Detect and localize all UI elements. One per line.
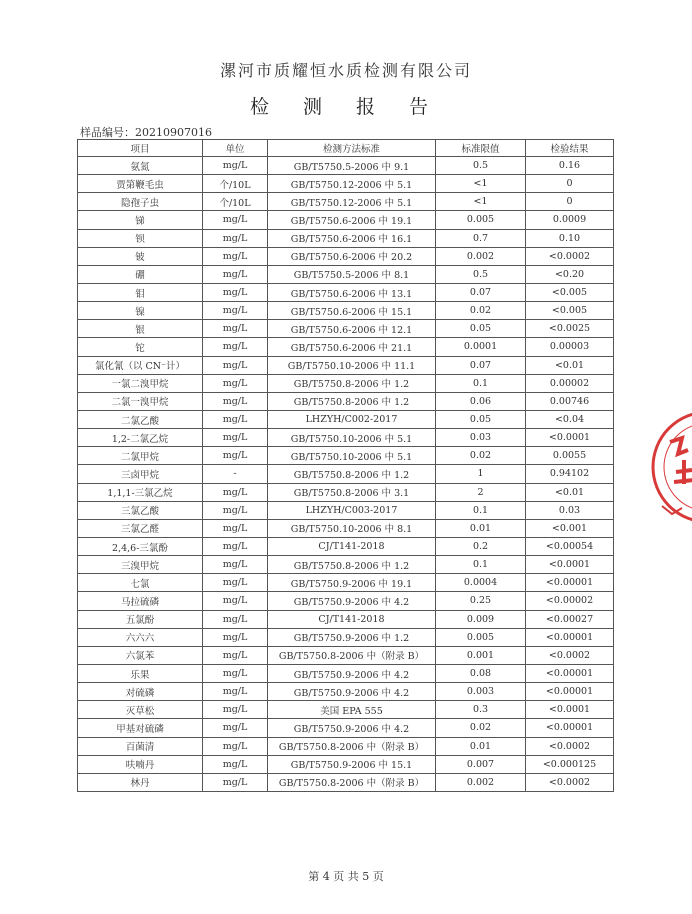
test-results-table [77, 139, 614, 792]
unit-cell: 个/10L [203, 175, 268, 193]
method-cell: GB/T5750.12-2006 中 5.1 [268, 175, 436, 193]
table-row [78, 773, 614, 791]
table-row [78, 719, 614, 737]
item-cell: 铍 [78, 247, 203, 265]
limit-cell: <1 [436, 175, 526, 193]
item-cell: 林丹 [78, 773, 203, 791]
table-row [78, 737, 614, 755]
table-row [78, 664, 614, 682]
report-title: 检 测 报 告 [249, 96, 443, 118]
result-cell: <0.04 [526, 410, 614, 428]
limit-cell: 0.02 [436, 302, 526, 320]
item-cell: 三氯乙酸 [78, 501, 203, 519]
unit-cell: mg/L [203, 302, 268, 320]
item-cell: 三氯乙醛 [78, 519, 203, 537]
company-name: 漯河市质耀恒水质检测有限公司 [219, 61, 472, 80]
table-row [78, 211, 614, 229]
item-cell: 三卤甲烷 [78, 465, 203, 483]
table-row [78, 610, 614, 628]
result-cell: 0.00746 [526, 392, 614, 410]
result-cell: <0.000125 [526, 755, 614, 773]
limit-cell: 0.002 [436, 247, 526, 265]
unit-cell: mg/L [203, 719, 268, 737]
table-row [78, 193, 614, 211]
table-row [78, 701, 614, 719]
table-row [78, 501, 614, 519]
limit-cell: 0.0004 [436, 574, 526, 592]
limit-cell: 0.02 [436, 447, 526, 465]
item-cell: 六氯苯 [78, 646, 203, 664]
table-row [78, 592, 614, 610]
table-row [78, 229, 614, 247]
result-cell: <0.00001 [526, 664, 614, 682]
table-body [78, 157, 614, 792]
result-cell: 0.94102 [526, 465, 614, 483]
limit-cell: 2 [436, 483, 526, 501]
seal-stamp [653, 412, 692, 522]
column-header-result: 检验结果 [526, 140, 614, 157]
result-cell: 0.0055 [526, 447, 614, 465]
result-cell: <0.0002 [526, 773, 614, 791]
unit-cell: mg/L [203, 157, 268, 175]
result-cell: <0.0002 [526, 247, 614, 265]
result-cell: <0.01 [526, 356, 614, 374]
limit-cell: 0.3 [436, 701, 526, 719]
result-cell: <0.0002 [526, 646, 614, 664]
limit-cell: 0.2 [436, 537, 526, 555]
limit-cell: 1 [436, 465, 526, 483]
limit-cell: 0.25 [436, 592, 526, 610]
limit-cell: 0.1 [436, 374, 526, 392]
result-cell: <0.00002 [526, 592, 614, 610]
unit-cell: mg/L [203, 683, 268, 701]
item-cell: 氨氮 [78, 157, 203, 175]
item-cell: 对硫磷 [78, 683, 203, 701]
result-cell: <0.0025 [526, 320, 614, 338]
unit-cell: mg/L [203, 265, 268, 283]
method-cell: GB/T5750.9-2006 中 4.2 [268, 683, 436, 701]
limit-cell: 0.0001 [436, 338, 526, 356]
result-cell: 0.10 [526, 229, 614, 247]
unit-cell: mg/L [203, 519, 268, 537]
method-cell: GB/T5750.10-2006 中 5.1 [268, 447, 436, 465]
item-cell: 七氯 [78, 574, 203, 592]
unit-cell: mg/L [203, 429, 268, 447]
item-cell: 1,1,1-三氯乙烷 [78, 483, 203, 501]
item-cell: 三溴甲烷 [78, 556, 203, 574]
method-cell: GB/T5750.10-2006 中 8.1 [268, 519, 436, 537]
item-cell: 二氯甲烷 [78, 447, 203, 465]
method-cell: CJ/T141-2018 [268, 537, 436, 555]
method-cell: GB/T5750.5-2006 中 8.1 [268, 265, 436, 283]
unit-cell: mg/L [203, 574, 268, 592]
page-number: 第 4 页 共 5 页 [308, 870, 384, 883]
table-row [78, 302, 614, 320]
method-cell: GB/T5750.10-2006 中 5.1 [268, 429, 436, 447]
method-cell: 美国 EPA 555 [268, 701, 436, 719]
limit-cell: 0.003 [436, 683, 526, 701]
item-cell: 铊 [78, 338, 203, 356]
limit-cell: 0.07 [436, 283, 526, 301]
item-cell: 钼 [78, 283, 203, 301]
table-row [78, 519, 614, 537]
item-cell: 二氯乙酸 [78, 410, 203, 428]
method-cell: GB/T5750.9-2006 中 4.2 [268, 664, 436, 682]
limit-cell: 0.005 [436, 628, 526, 646]
limit-cell: 0.002 [436, 773, 526, 791]
result-cell: 0.00002 [526, 374, 614, 392]
method-cell: GB/T5750.8-2006 中 1.2 [268, 374, 436, 392]
unit-cell: 个/10L [203, 193, 268, 211]
table-row [78, 410, 614, 428]
method-cell: GB/T5750.8-2006 中 1.2 [268, 392, 436, 410]
result-cell: 0 [526, 175, 614, 193]
method-cell: GB/T5750.6-2006 中 15.1 [268, 302, 436, 320]
unit-cell: mg/L [203, 447, 268, 465]
result-cell: <0.01 [526, 483, 614, 501]
column-header-item: 项目 [78, 140, 203, 157]
result-cell: <0.00001 [526, 628, 614, 646]
unit-cell: mg/L [203, 392, 268, 410]
limit-cell: 0.05 [436, 410, 526, 428]
unit-cell: mg/L [203, 283, 268, 301]
method-cell: GB/T5750.10-2006 中 11.1 [268, 356, 436, 374]
limit-cell: 0.06 [436, 392, 526, 410]
item-cell: 甲基对硫磷 [78, 719, 203, 737]
result-cell: <0.0001 [526, 429, 614, 447]
item-cell: 六六六 [78, 628, 203, 646]
result-cell: <0.0001 [526, 556, 614, 574]
item-cell: 灭草松 [78, 701, 203, 719]
method-cell: GB/T5750.6-2006 中 21.1 [268, 338, 436, 356]
item-cell: 银 [78, 320, 203, 338]
method-cell: LHZYH/C003-2017 [268, 501, 436, 519]
table-row [78, 537, 614, 555]
limit-cell: 0.005 [436, 211, 526, 229]
unit-cell: mg/L [203, 592, 268, 610]
result-cell: 0.0009 [526, 211, 614, 229]
unit-cell: mg/L [203, 483, 268, 501]
limit-cell: 0.007 [436, 755, 526, 773]
limit-cell: 0.009 [436, 610, 526, 628]
table-row [78, 646, 614, 664]
method-cell: GB/T5750.6-2006 中 20.2 [268, 247, 436, 265]
item-cell: 五氯酚 [78, 610, 203, 628]
unit-cell: mg/L [203, 247, 268, 265]
table-row [78, 374, 614, 392]
unit-cell: mg/L [203, 356, 268, 374]
result-cell: <0.005 [526, 302, 614, 320]
method-cell: GB/T5750.8-2006 中 1.2 [268, 556, 436, 574]
item-cell: 氯化氰（以 CN⁻计） [78, 356, 203, 374]
table-row [78, 429, 614, 447]
unit-cell: mg/L [203, 737, 268, 755]
result-cell: 0.00003 [526, 338, 614, 356]
item-cell: 2,4,6-三氯酚 [78, 537, 203, 555]
result-cell: <0.00001 [526, 574, 614, 592]
item-cell: 钡 [78, 229, 203, 247]
unit-cell: mg/L [203, 610, 268, 628]
unit-cell: mg/L [203, 320, 268, 338]
table-row [78, 338, 614, 356]
result-cell: <0.20 [526, 265, 614, 283]
item-cell: 二氯一溴甲烷 [78, 392, 203, 410]
result-cell: <0.005 [526, 283, 614, 301]
limit-cell: 0.5 [436, 157, 526, 175]
result-cell: <0.00027 [526, 610, 614, 628]
method-cell: GB/T5750.9-2006 中 4.2 [268, 719, 436, 737]
unit-cell: mg/L [203, 556, 268, 574]
result-cell: <0.0002 [526, 737, 614, 755]
table-row [78, 247, 614, 265]
column-header-limit: 标准限值 [436, 140, 526, 157]
limit-cell: <1 [436, 193, 526, 211]
table-row [78, 465, 614, 483]
method-cell: GB/T5750.6-2006 中 19.1 [268, 211, 436, 229]
method-cell: GB/T5750.8-2006 中 3.1 [268, 483, 436, 501]
item-cell: 贾第鞭毛虫 [78, 175, 203, 193]
unit-cell: mg/L [203, 537, 268, 555]
result-cell: <0.00054 [526, 537, 614, 555]
table-row [78, 283, 614, 301]
table-row [78, 320, 614, 338]
table-row [78, 175, 614, 193]
method-cell: GB/T5750.8-2006 中（附录 B） [268, 773, 436, 791]
table-row [78, 683, 614, 701]
item-cell: 1,2-二氯乙烷 [78, 429, 203, 447]
method-cell: GB/T5750.8-2006 中（附录 B） [268, 737, 436, 755]
sample-number: 样品编号：20210907016 [80, 126, 212, 139]
unit-cell: mg/L [203, 338, 268, 356]
unit-cell: mg/L [203, 501, 268, 519]
company-seal [648, 402, 692, 532]
table-row [78, 556, 614, 574]
method-cell: GB/T5750.6-2006 中 16.1 [268, 229, 436, 247]
limit-cell: 0.02 [436, 719, 526, 737]
table-row [78, 483, 614, 501]
table-row [78, 628, 614, 646]
result-cell: <0.00001 [526, 719, 614, 737]
method-cell: GB/T5750.12-2006 中 5.1 [268, 193, 436, 211]
table-row [78, 574, 614, 592]
unit-cell: mg/L [203, 229, 268, 247]
item-cell: 百菌清 [78, 737, 203, 755]
method-cell: GB/T5750.6-2006 中 12.1 [268, 320, 436, 338]
limit-cell: 0.08 [436, 664, 526, 682]
result-cell: <0.00001 [526, 683, 614, 701]
method-cell: GB/T5750.8-2006 中 1.2 [268, 465, 436, 483]
method-cell: GB/T5750.9-2006 中 1.2 [268, 628, 436, 646]
unit-cell: mg/L [203, 773, 268, 791]
item-cell: 锑 [78, 211, 203, 229]
unit-cell: mg/L [203, 646, 268, 664]
limit-cell: 0.05 [436, 320, 526, 338]
item-cell: 硼 [78, 265, 203, 283]
unit-cell: mg/L [203, 211, 268, 229]
method-cell: GB/T5750.9-2006 中 15.1 [268, 755, 436, 773]
limit-cell: 0.5 [436, 265, 526, 283]
limit-cell: 0.1 [436, 556, 526, 574]
limit-cell: 0.01 [436, 519, 526, 537]
unit-cell: mg/L [203, 755, 268, 773]
limit-cell: 0.001 [436, 646, 526, 664]
item-cell: 隐孢子虫 [78, 193, 203, 211]
result-cell: 0.03 [526, 501, 614, 519]
item-cell: 镍 [78, 302, 203, 320]
method-cell: GB/T5750.9-2006 中 4.2 [268, 592, 436, 610]
table-row [78, 356, 614, 374]
method-cell: LHZYH/C002-2017 [268, 410, 436, 428]
item-cell: 马拉硫磷 [78, 592, 203, 610]
item-cell: 呋喃丹 [78, 755, 203, 773]
method-cell: GB/T5750.5-2006 中 9.1 [268, 157, 436, 175]
limit-cell: 0.03 [436, 429, 526, 447]
column-header-unit: 单位 [203, 140, 268, 157]
method-cell: CJ/T141-2018 [268, 610, 436, 628]
table-row [78, 447, 614, 465]
table-row [78, 392, 614, 410]
method-cell: GB/T5750.8-2006 中（附录 B） [268, 646, 436, 664]
unit-cell: - [203, 465, 268, 483]
table-header-row [78, 140, 614, 157]
unit-cell: mg/L [203, 410, 268, 428]
unit-cell: mg/L [203, 701, 268, 719]
item-cell: 乐果 [78, 664, 203, 682]
unit-cell: mg/L [203, 664, 268, 682]
result-cell: 0 [526, 193, 614, 211]
column-header-method: 检测方法标准 [268, 140, 436, 157]
table-row [78, 265, 614, 283]
result-cell: 0.16 [526, 157, 614, 175]
unit-cell: mg/L [203, 628, 268, 646]
limit-cell: 0.07 [436, 356, 526, 374]
limit-cell: 0.7 [436, 229, 526, 247]
limit-cell: 0.1 [436, 501, 526, 519]
result-cell: <0.0001 [526, 701, 614, 719]
item-cell: 一氯二溴甲烷 [78, 374, 203, 392]
method-cell: GB/T5750.9-2006 中 19.1 [268, 574, 436, 592]
table-row [78, 755, 614, 773]
table-row [78, 157, 614, 175]
method-cell: GB/T5750.6-2006 中 13.1 [268, 283, 436, 301]
limit-cell: 0.01 [436, 737, 526, 755]
result-cell: <0.001 [526, 519, 614, 537]
unit-cell: mg/L [203, 374, 268, 392]
